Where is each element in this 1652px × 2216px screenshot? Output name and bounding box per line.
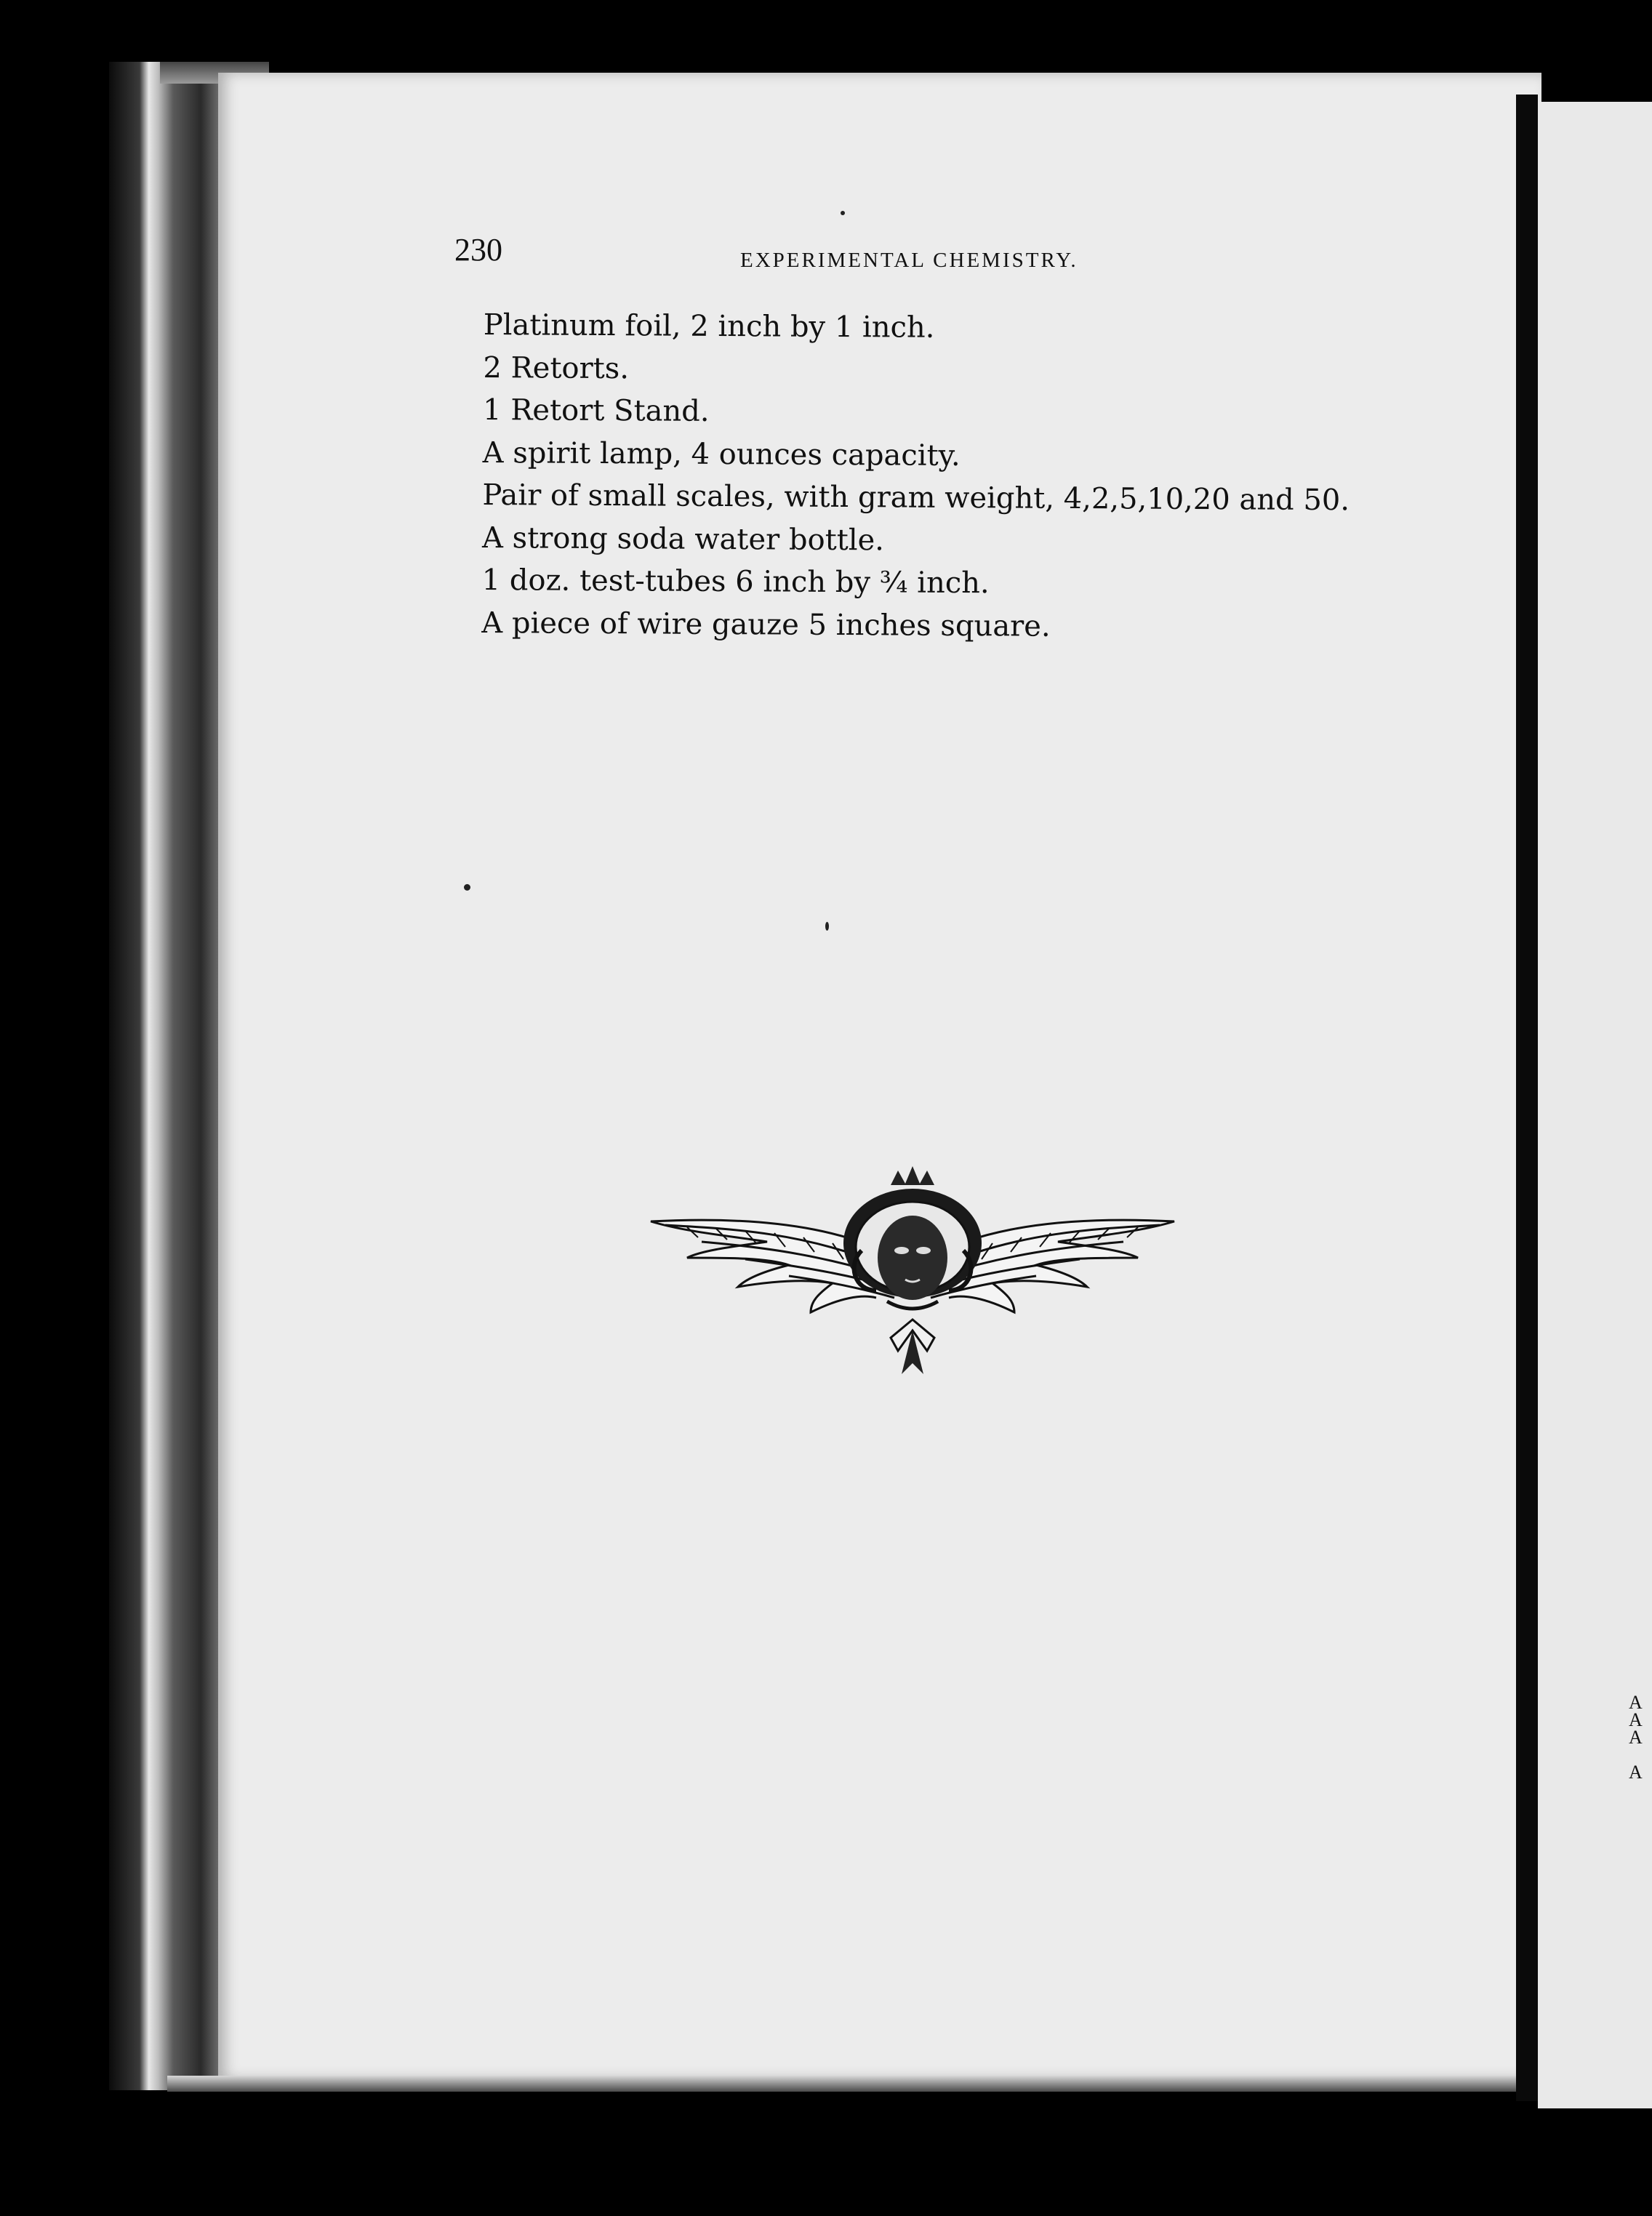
winged-cherub-head-icon <box>643 1156 1182 1396</box>
page-number: 230 <box>454 232 502 268</box>
scan-speck <box>825 922 829 931</box>
scan-speck <box>464 884 470 891</box>
facing-letter: A <box>1629 1692 1643 1713</box>
list-item: A piece of wire gauze 5 inches square. <box>481 606 1051 643</box>
list-item: 1 doz. test-tubes 6 inch by ¾ inch. <box>481 563 990 601</box>
facing-page <box>1538 102 1652 2108</box>
facing-letter: A <box>1629 1727 1643 1748</box>
list-item: A strong soda water bottle. <box>481 521 885 557</box>
page-bottom-edge <box>167 2076 1541 2092</box>
gutter <box>1516 95 1538 2101</box>
list-item: Platinum foil, 2 inch by 1 inch. <box>483 308 935 345</box>
scan-speck <box>841 211 845 215</box>
facing-page-text <box>1629 1694 1643 1781</box>
running-head: EXPERIMENTAL CHEMISTRY. <box>740 249 1078 272</box>
list-item: Pair of small scales, with gram weight, 4,2,5,10,20 and 50. <box>482 478 1350 518</box>
list-item: 1 Retort Stand. <box>482 393 710 428</box>
facing-letter: A <box>1629 1709 1643 1730</box>
list-item: A spirit lamp, 4 ounces capacity. <box>482 435 961 473</box>
apparatus-list <box>481 304 1350 649</box>
facing-letter: A <box>1629 1762 1643 1783</box>
list-item: 2 Retorts. <box>483 350 630 385</box>
